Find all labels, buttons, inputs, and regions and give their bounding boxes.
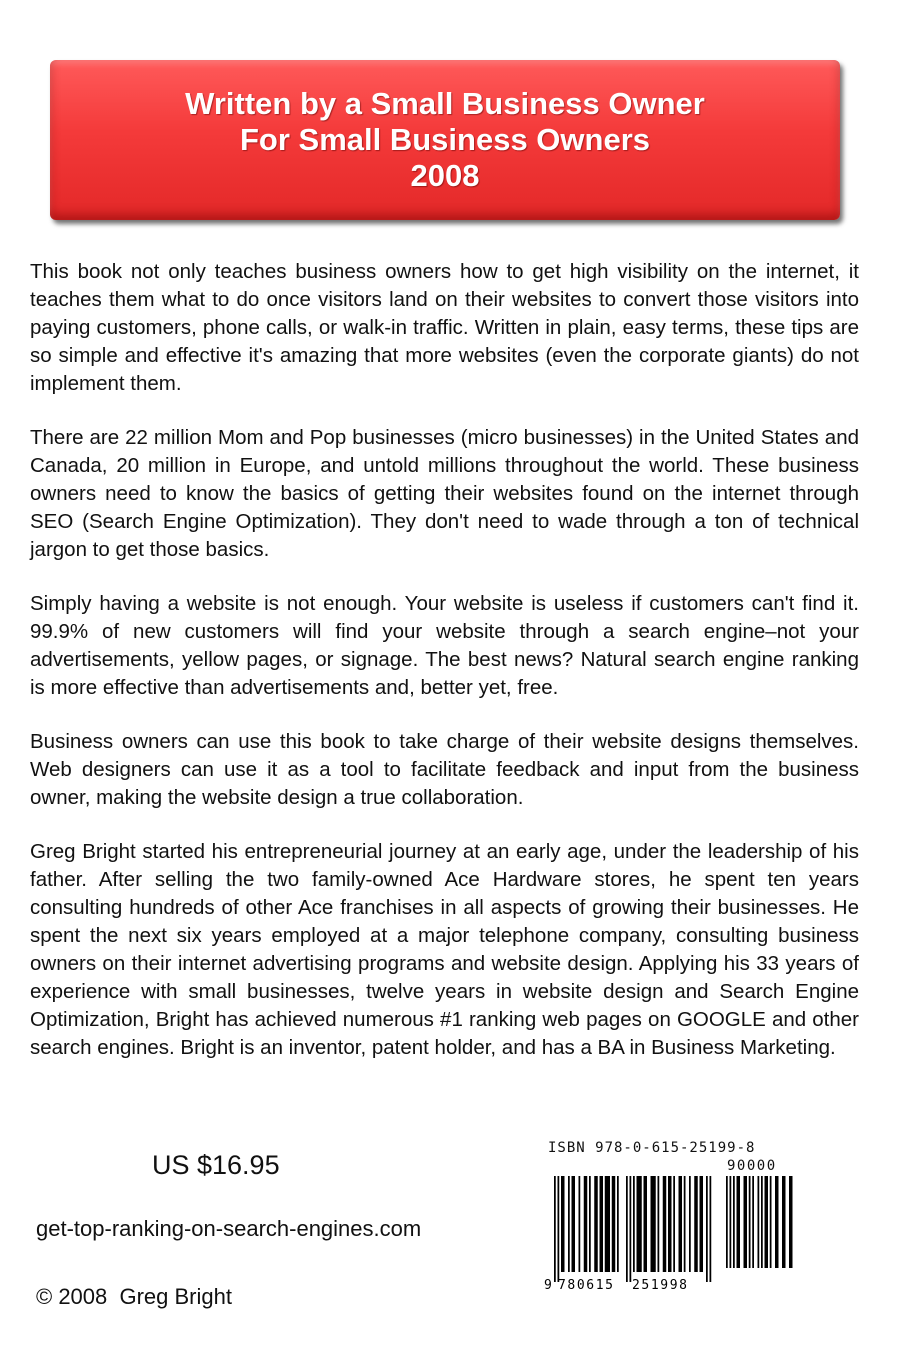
barcode-bar xyxy=(737,1176,741,1268)
barcode-bar xyxy=(612,1176,616,1272)
barcode-bar xyxy=(758,1176,760,1268)
barcode-bar xyxy=(782,1176,786,1268)
barcode-bar xyxy=(579,1176,581,1272)
barcode-bar xyxy=(658,1176,660,1272)
barcode-bar xyxy=(568,1176,570,1272)
barcode-bar xyxy=(710,1176,712,1282)
barcode-bar xyxy=(554,1176,556,1282)
barcode-addon-bars xyxy=(726,1176,793,1268)
paragraph-search: Simply having a website is not enough. Your website is useless if customers can't find it. 99.9% of new customers will find your website through a search engine–not your advertisements, yellow pages, or signage. The best news? Natural search engine ranking is more effective than advertisements and, better yet, free. xyxy=(30,592,859,699)
paragraph-author-bio: Greg Bright started his entrepreneurial journey at an early age, under the leadership of his father. After selling the two family-owned Ace Hardware stores, he spent ten years consulting hundreds of other Ace franchises in all aspects of growing their businesses. He spent the next six years employed at a major telephone company, consulting business owners on their internet advertising programs and website design. Applying his 33 years of experience with small businesses, twelve years in website design and Search Engine Optimization, Bright has achieved numerous #1 ranking web pages on GOOGLE and other search engines. Bright is an inventor, patent holder, and has a BA in Business Marketing. xyxy=(30,840,859,1059)
barcode-bar xyxy=(589,1176,591,1272)
paragraph-intro: This book not only teaches business owners how to get high visibility on the internet, it teaches them what to do once visitors land on their websites to convert those visitors into paying customers, phone calls, or walk-in traffic. Written in plain, easy terms, these tips are so simple and effective it's amazing that more websites (even the corporate giants) do not implement them. xyxy=(30,260,859,395)
barcode-bar xyxy=(749,1176,751,1268)
barcode-bar xyxy=(663,1176,667,1272)
barcode-bar xyxy=(726,1176,728,1268)
barcode-bar xyxy=(626,1176,628,1282)
barcode-first-digit: 9 xyxy=(544,1278,552,1293)
barcode-bar xyxy=(561,1176,565,1272)
banner-year: 2008 xyxy=(410,158,480,193)
barcode-main-bars xyxy=(554,1176,711,1282)
barcode-bar xyxy=(730,1176,732,1268)
barcode-bar xyxy=(765,1176,769,1268)
banner-line-1: Written by a Small Business Owner xyxy=(185,86,705,121)
barcode-bar xyxy=(668,1176,672,1272)
barcode-bar xyxy=(594,1176,598,1272)
website-text: get-top-ranking-on-search-engines.com xyxy=(36,1216,422,1241)
barcode-bar xyxy=(700,1176,704,1272)
barcode-bar xyxy=(761,1176,763,1268)
isbn-barcode xyxy=(540,1176,802,1296)
barcode-bar xyxy=(633,1176,635,1272)
barcode-bar xyxy=(775,1176,779,1268)
isbn-label: ISBN 978-0-615-25199-8 xyxy=(548,1140,756,1156)
title-banner xyxy=(50,60,840,220)
barcode-bar xyxy=(752,1176,754,1268)
barcode-bar xyxy=(558,1176,560,1282)
barcode-bar xyxy=(644,1176,648,1272)
barcode-bar xyxy=(706,1176,708,1282)
barcode-bar xyxy=(733,1176,735,1268)
paragraph-market: There are 22 million Mom and Pop businesses (micro businesses) in the United States and Canada, 20 million in Europe, and untold millions throughout the world. These business owners need to know the basics of getting their websites found on the internet through SEO (Search Engine Optimization). They don't need to wade through a ton of technical jargon to get those basics. xyxy=(30,426,859,561)
copyright-notice: © 2008 Greg Bright xyxy=(36,1284,232,1309)
banner-line-2: For Small Business Owners xyxy=(239,122,651,157)
price-label: US $16.95 xyxy=(152,1150,280,1180)
barcode-bar xyxy=(684,1176,686,1272)
barcode-bar xyxy=(584,1176,588,1272)
barcode-bar xyxy=(789,1176,793,1268)
paragraph-audience: Business owners can use this book to take charge of their website designs themselves. Web designers can use it as a tool to facilitate feedback and input from the business owner, making the website design a true collaboration. xyxy=(30,730,859,809)
book-description xyxy=(30,258,859,1088)
barcode-left-digits: 780615 xyxy=(558,1278,615,1293)
barcode-bar xyxy=(770,1176,772,1268)
barcode-bar xyxy=(630,1176,632,1282)
barcode-bar xyxy=(689,1176,691,1272)
barcode-right-digits: 251998 xyxy=(632,1278,689,1293)
barcode-bar xyxy=(744,1176,748,1268)
barcode-bar xyxy=(572,1176,576,1272)
barcode-bar xyxy=(637,1176,642,1272)
barcode-bar xyxy=(679,1176,683,1272)
barcode-bar xyxy=(605,1176,610,1272)
barcode-bar xyxy=(651,1176,656,1272)
barcode-bar xyxy=(673,1176,675,1272)
barcode-bar xyxy=(617,1176,619,1272)
barcode-addon-number: 90000 xyxy=(727,1158,777,1174)
barcode-bar xyxy=(600,1176,604,1272)
barcode-bar xyxy=(694,1176,698,1272)
